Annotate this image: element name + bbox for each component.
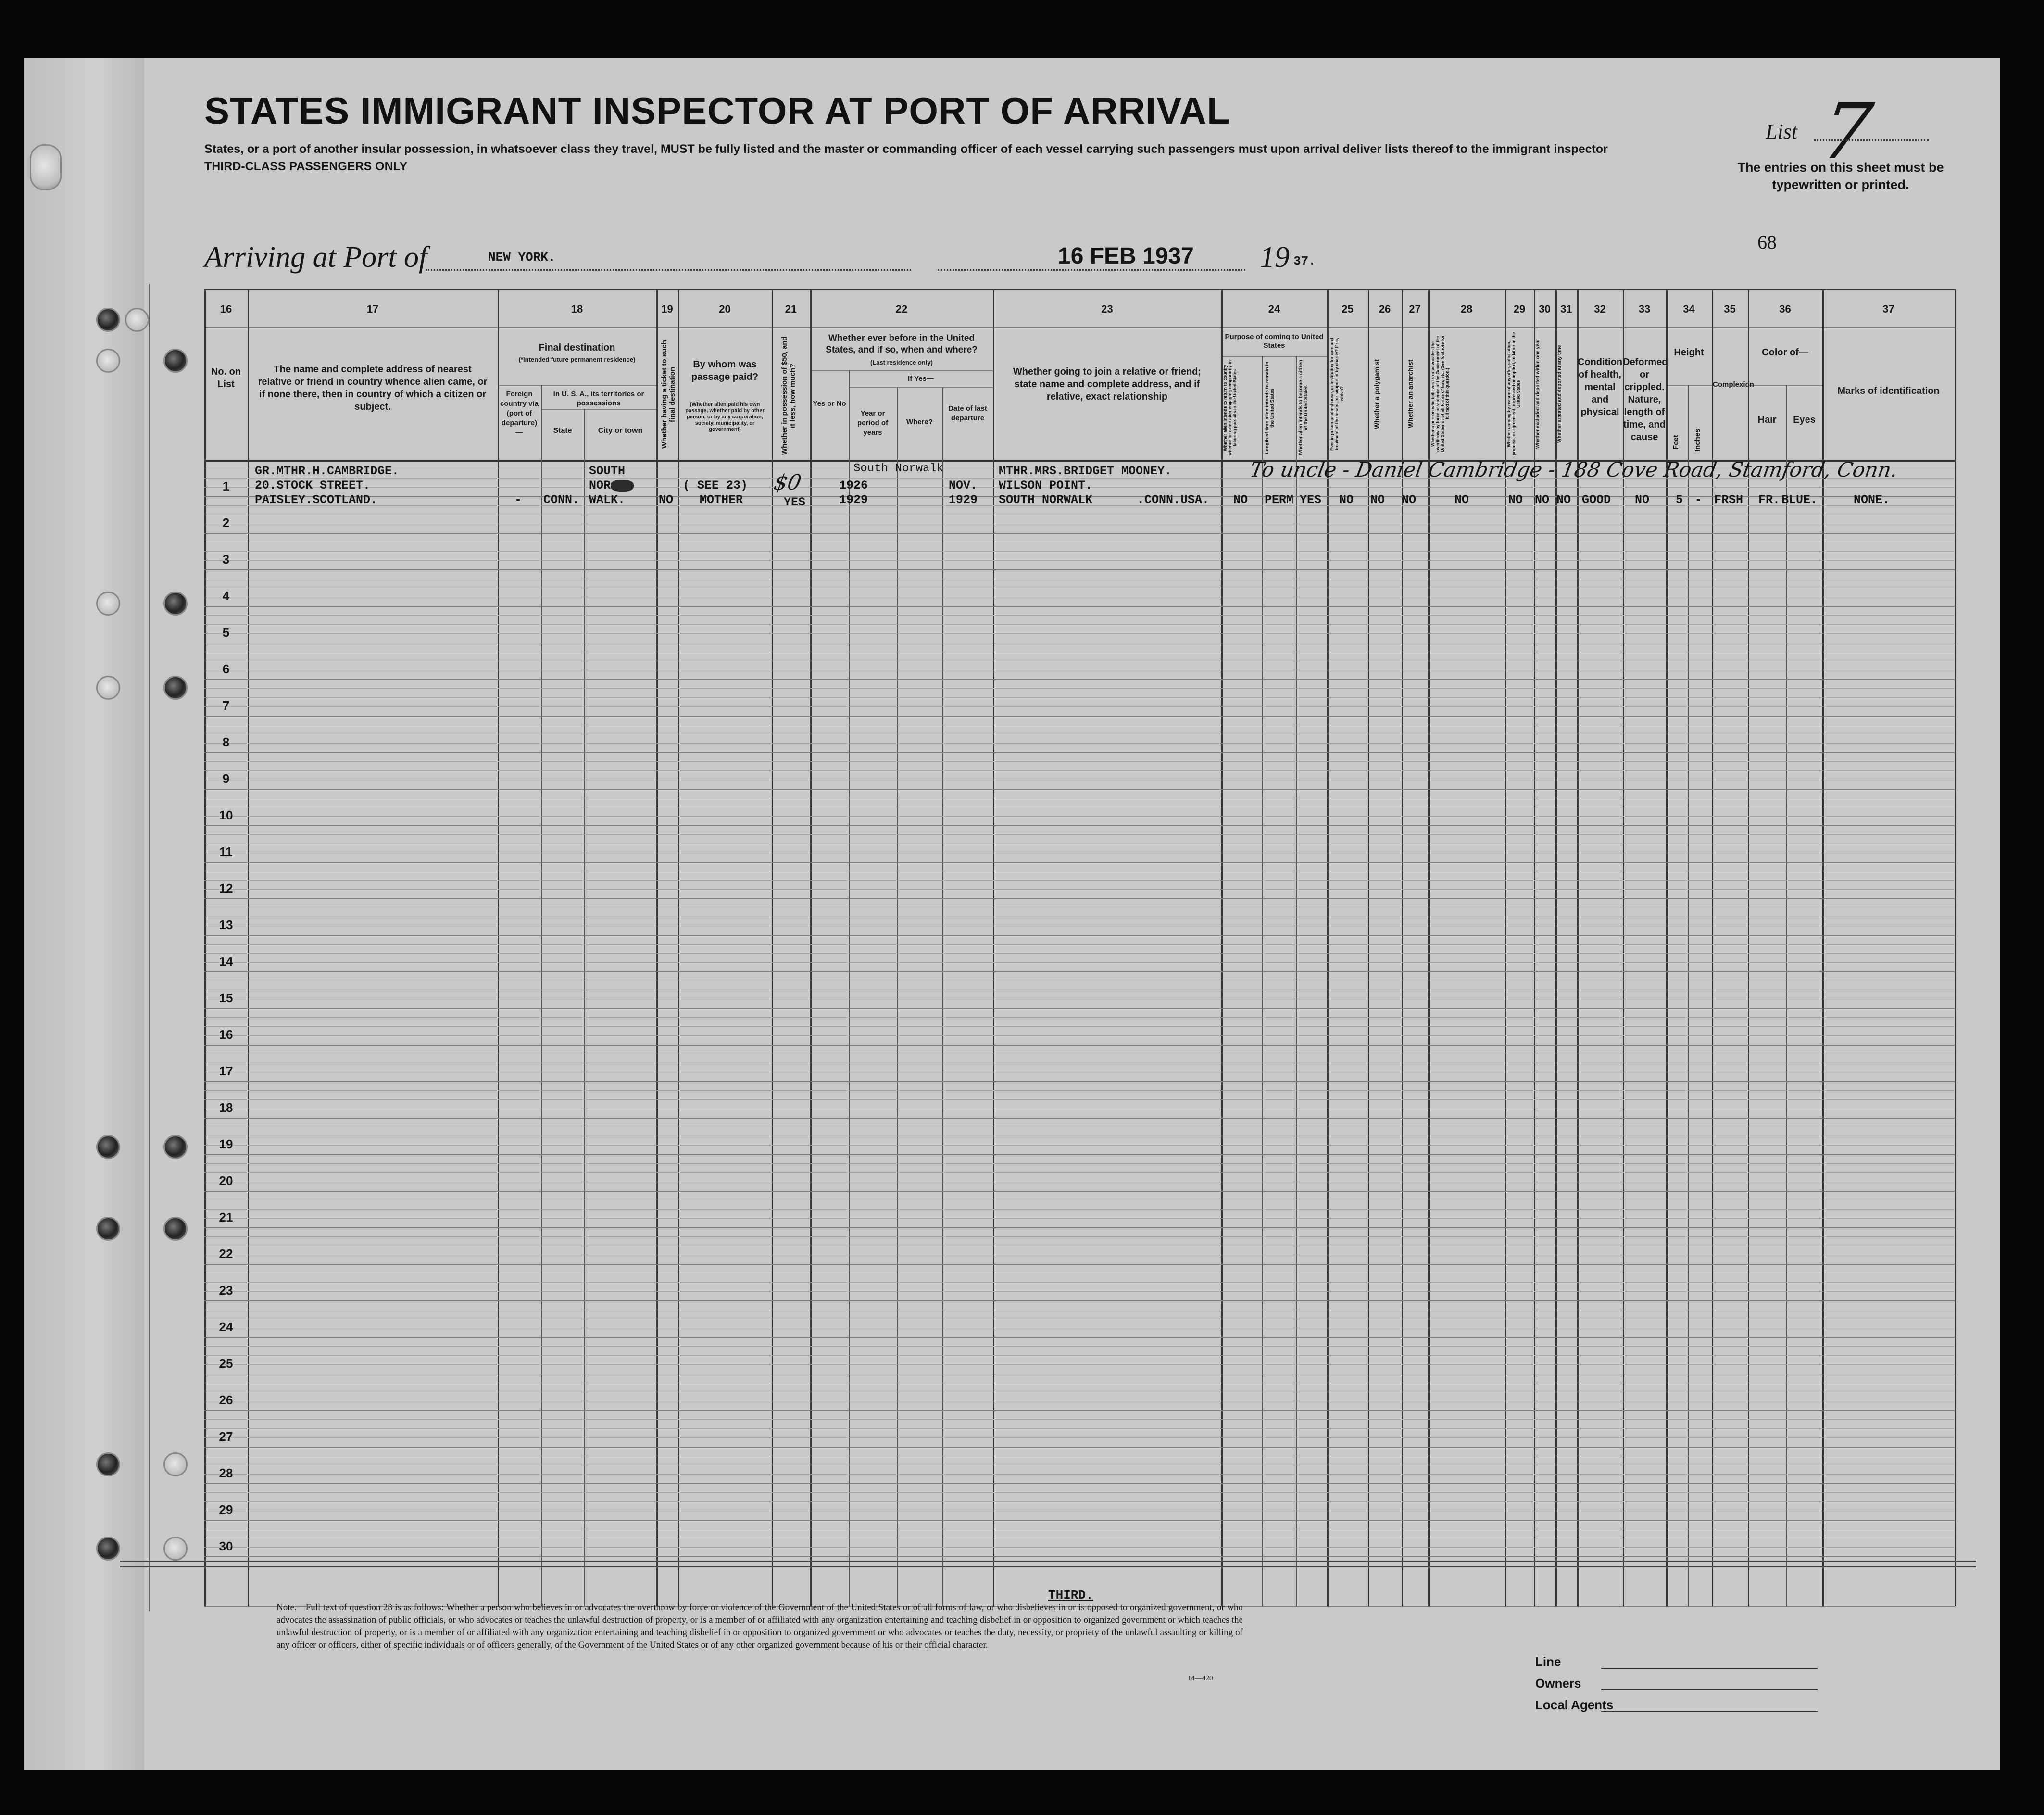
ruled-line [204,1547,1955,1548]
row-rule [204,1264,1955,1265]
subheader-rule [1666,385,1712,386]
header-marks: Marks of identification [1837,386,1940,396]
entry-joining-line2: WILSON POINT. [999,479,1093,492]
row-rule [204,971,1955,972]
ruled-line [204,953,1955,954]
header-joining: Whether going to join a relative or friend; state name and complete address, and if relative, exact relationship [1013,366,1202,402]
header-prior-visit-note: (Last residence only) [870,359,933,366]
entry-complexion: FRSH [1714,493,1743,507]
list-number: 7 [1816,87,1878,176]
row-number: 14 [219,954,233,969]
column-rule [1748,289,1749,1606]
binder-hole-icon [96,1135,120,1159]
entry-hair: FR. [1758,493,1781,507]
column-number-rule [204,327,1955,328]
date-stamp: 16 FEB 1937 [1058,243,1194,269]
subcolumn-rule [541,385,542,1606]
column-number: 34 [1683,303,1695,315]
entry-prior-date-2: 1929 [949,493,978,507]
row-number: 15 [219,991,233,1005]
column-rule [498,289,499,1606]
ruled-line [204,1501,1955,1502]
column-rule [1221,289,1223,1606]
header-q31: Whether arrested and deported at any time [1557,345,1562,443]
row-number: 22 [219,1247,233,1261]
entry-joining-line1: MTHR.MRS.BRIDGET MOONEY. [999,464,1172,478]
row-number: 4 [222,589,230,603]
ruled-line [204,615,1955,616]
row-rule [204,1300,1955,1301]
ruled-line [204,1437,1955,1438]
column-number: 19 [661,303,673,315]
ruled-line [204,1026,1955,1027]
row-rule [204,1045,1955,1046]
ruled-line [204,1017,1955,1018]
row-rule [204,1008,1955,1009]
subtitle-line: THIRD-CLASS PASSENGERS ONLY [204,160,408,173]
binder-hole-icon [163,1135,188,1159]
column-number: 20 [719,303,731,315]
entry-return: NO [1233,493,1248,507]
row-number: 17 [219,1064,233,1078]
ruled-line [204,770,1955,771]
entry-passage-line2: MOTHER [700,493,743,507]
line-field [1601,1668,1818,1669]
column-number: 37 [1882,303,1894,315]
entry-q31: NO [1556,493,1571,507]
list-line [1814,139,1929,141]
header-foreign-country: Foreign country via (port of departure)— [500,390,539,437]
binder-hole-icon [163,676,188,700]
row-number: 11 [219,844,233,859]
subcolumn-rule [1262,356,1263,1606]
year-prefix: 19 [1260,241,1290,274]
column-rule [656,289,658,1606]
ruled-line [204,944,1955,945]
row-number: 1 [222,479,230,493]
row-number: 5 [222,625,230,640]
entry-money: YES [784,495,806,509]
ruled-line [204,1428,1955,1429]
subcolumn-rule [1296,356,1297,1606]
subheader-rule [1221,356,1327,357]
ruled-line [204,706,1955,707]
binder-hole-icon [125,308,149,332]
binder-hole-icon [96,1452,120,1476]
entry-inches: - [1695,493,1703,507]
header-yes-no: Yes or No [813,400,846,408]
row-number: 18 [219,1100,233,1115]
entry-foreign-port: - [514,493,522,507]
row-rule [204,1118,1955,1119]
column-rule [1955,289,1956,1606]
ruled-line [204,962,1955,963]
row-rule [204,569,1955,570]
ruled-line [204,697,1955,698]
owners-field [1601,1689,1818,1690]
row-rule [204,716,1955,717]
binder-hole-icon [163,1217,188,1241]
entry-relative-line2: 20.STOCK STREET. [255,479,371,492]
binder-hole-icon [96,592,120,616]
column-rule [993,289,994,1606]
header-in-usa: In U. S. A., its territories or possessions [553,390,644,407]
column-number: 24 [1268,303,1280,315]
row-rule [204,898,1955,899]
column-rule [1402,289,1403,1606]
header-height: Height [1674,347,1704,358]
entry-marks: NONE. [1854,493,1890,507]
header-prison: Ever in prison or almshouse, or institution for care and treatment of the insane, or supported by charity? If so, which? [1329,337,1344,451]
ruled-line [204,816,1955,817]
agents-label: Local Agents [1535,1698,1614,1712]
form-code: 14—420 [1188,1675,1213,1682]
subcolumn-rule [1786,385,1787,1606]
column-rule [1534,289,1535,1606]
ruled-line [204,1035,1955,1036]
header-passage-note: (Whether alien paid his own passage, whether paid by other person, or by any corporation, society, municipality, or government) [685,402,765,432]
page-title: STATES IMMIGRANT INSPECTOR AT PORT OF ARRIVAL [204,89,1230,132]
header-city: City or town [598,427,643,435]
row-rule [204,862,1955,863]
binder-hole-icon [163,349,188,373]
column-number: 33 [1638,303,1651,315]
ruled-line [204,834,1955,835]
row-number: 6 [222,662,230,676]
entry-prior-years-2: 1929 [839,493,868,507]
row-number: 3 [222,552,230,567]
form-top-rule [204,289,1955,290]
ruled-line [204,1419,1955,1420]
column-number: 21 [785,303,797,315]
agents-field [1601,1711,1818,1712]
column-number: 16 [220,303,232,315]
row-number: 12 [219,881,233,895]
header-q28: Whether a person who believes in or advocates the overthrow by force or violence of the Government of the United States or of all forms of law, etc. (See footnote for full text of this question.) [1430,335,1450,453]
row-number: 28 [219,1466,233,1480]
row-number: 19 [219,1137,233,1151]
column-rule [1712,289,1713,1606]
header-purpose: Purpose of coming to United States [1225,333,1324,350]
row-number: 26 [219,1393,233,1407]
column-number: 26 [1379,303,1391,315]
row-rule [204,825,1955,826]
row-number: 16 [219,1027,233,1042]
header-final-destination-note: (*Intended future permanent residence) [518,356,636,363]
header-hair: Hair [1757,415,1777,425]
row-rule [204,789,1955,790]
row-number: 13 [219,918,233,932]
header-polygamist: Whether a polygamist [1373,359,1380,429]
row-rule [204,1227,1955,1228]
ruled-line [204,1218,1955,1219]
ruled-line [204,1346,1955,1347]
header-state: State [553,427,572,435]
ruled-line [204,1492,1955,1493]
row-rule [204,1556,1955,1557]
page-subtitle [204,140,1719,175]
column-rule [1623,289,1624,1606]
binder-hole-icon [163,1537,188,1561]
header-prior-visit: Whether ever before in the United States, and if so, when and where? [826,333,978,355]
column-number: 22 [895,303,908,315]
entry-prison: NO [1339,493,1354,507]
row-number: 9 [222,771,230,786]
entry-ticket: NO [659,493,674,507]
header-period: Year or period of years [857,409,889,437]
binder-hole-icon [163,592,188,616]
list-label: List [1766,120,1798,143]
header-color: Color of— [1762,347,1808,358]
row-rule [204,533,1955,534]
ruled-line [204,1282,1955,1283]
header-passage: By whom was passage paid? [691,359,758,382]
column-number: 18 [571,303,583,315]
row-rule [204,679,1955,680]
line-label: Line [1535,1654,1561,1669]
row-number: 21 [219,1210,233,1224]
binder-hole-icon [163,1452,188,1476]
subheader-rule [810,370,993,371]
header-health: Condition of health, mental and physical [1577,357,1623,417]
ruled-line [204,1172,1955,1173]
port-value: NEW YORK. [488,250,556,265]
header-return: Whether alien intends to return to country whence he came after engaging temporarily in laboring pursuits in the United States [1223,360,1237,456]
column-number: 35 [1724,303,1736,315]
subheader-rule [498,385,656,386]
column-number: 17 [366,303,379,315]
header-inches: Inches [1693,429,1702,452]
header-relative: The name and complete address of nearest relative or friend in country whence alien came, or if none there, then in country of which a citizen or subject. [258,364,488,412]
column-rule [1577,289,1579,1606]
column-rule [810,289,812,1606]
subheader-rule [541,409,656,410]
ruled-line [204,1145,1955,1146]
header-ticket: Whether having a ticket to such final destination [660,340,677,449]
ruled-line [204,1364,1955,1365]
row-rule [204,1337,1955,1338]
header-complexion: Complexion [1713,380,1754,389]
row-number: 25 [219,1356,233,1371]
ruled-line [204,688,1955,689]
entry-city-line3: WALK. [589,493,626,507]
entry-q28: NO [1455,493,1469,507]
manifest-form [204,289,1955,1577]
entry-citizen: YES [1300,493,1322,507]
subcolumn-rule [584,409,585,1606]
footer-class: THIRD. [1048,1588,1093,1602]
entry-prior-date-1: NOV. [949,479,978,492]
row-rule [204,1081,1955,1082]
subcolumn-rule [1688,385,1689,1606]
entry-handwritten-note: To uncle - Daniel Cambridge - 188 Cove Road, Stamford, Conn. [1248,458,1900,481]
header-no-on-list: No. on List [211,366,241,390]
header-deformed: Deformed or crippled. Nature, length of time, and cause [1623,357,1668,442]
column-number: 29 [1513,303,1526,315]
entry-eyes: BLUE. [1781,493,1818,507]
row-number: 7 [222,698,230,713]
ruled-line [204,1099,1955,1100]
column-number: 27 [1409,303,1421,315]
row-rule [204,1191,1955,1192]
column-rule [1505,289,1506,1606]
column-rule [248,289,249,1606]
entry-relative-line1: GR.MTHR.H.CAMBRIDGE. [255,464,400,478]
row-rule [204,1410,1955,1411]
ruled-line [204,624,1955,625]
entry-joining-line3: SOUTH NORWALK [999,493,1093,507]
subtitle-line: States, or a port of another insular possession, in whatsoever class they travel, MUST be fully listed and the master or commanding officer of each vessel carrying such passengers must upon arrival deliver lists thereof to the immigrant inspector [204,142,1608,156]
header-eyes: Eyes [1793,415,1816,425]
entry-health: GOOD [1582,493,1611,507]
entry-joining-line3b: .CONN.USA. [1137,493,1210,507]
footer-note: Note.—Full text of question 28 is as follows: Whether a person who believes in or advocates the overthrow by force or violence of the Government of the United States or of all forms of law, or who disbelieves in or is opposed to organized government, or who advocates the assassination of public officials, or who advocates or teaches the unlawful destruction of property, or is a member of or affiliated with any organization entertaining and teaching disbelief in or opposition to organized government or which teaches the unlawful destruction of property, or is a member of or affiliated with any organization entertaining and teaching disbelief in or opposition to organized government or who advocates or teaches the duty, necessity, or propriety of the unlawful assaulting or killing of any officer or officers, either of specific individuals or of officers generally, of the Government of the United States or of any other organized government because of his or their official character. [276,1602,1243,1650]
row-number: 30 [219,1539,233,1553]
column-rule [1666,289,1668,1606]
binder-hole-icon [96,1217,120,1241]
entry-prior-years-1: 1926 [839,479,868,492]
row-rule [204,1447,1955,1448]
row-number: 29 [219,1502,233,1517]
entry-deformed: NO [1635,493,1650,507]
ink-smudge [611,480,634,492]
column-number: 36 [1779,303,1791,315]
binder-hole-icon [96,1537,120,1561]
header-money: Whether in possession of $50, and if less, how much? [780,336,797,455]
row-number: 2 [222,516,230,530]
ruled-line [204,560,1955,561]
arriving-label: Arriving at Port of [204,241,427,274]
ruled-line [204,1474,1955,1475]
header-anarchist: Whether an anarchist [1406,359,1414,429]
binder-hole-icon [96,676,120,700]
header-q30: Whether excluded and deported within one year [1535,339,1541,449]
row-number: 27 [219,1429,233,1444]
binder-hole-icon [30,144,62,190]
year-suffix: 37. [1293,254,1316,268]
column-rule [678,289,679,1606]
ruled-line [204,880,1955,881]
subheader-rule [849,387,993,388]
row-number: 24 [219,1320,233,1334]
owners-label: Owners [1535,1676,1581,1690]
column-rule [1822,289,1824,1606]
port-line [426,269,911,271]
binder-hole-icon [96,308,120,332]
entry-polygamist: NO [1370,493,1385,507]
header-if-yes: If Yes— [908,375,934,383]
ruled-line [204,761,1955,762]
entry-q30: NO [1535,493,1550,507]
header-citizen: Whether alien intends to become a citizen of the United States [1298,360,1309,456]
row-rule [204,935,1955,936]
ruled-line [204,1355,1955,1356]
header-q29: Whether coming by reason of any offer, solicitation, promise, or agreement, expressed or implied, to labor in the United States [1506,332,1521,456]
row-number: 8 [222,735,230,749]
entry-prior-where: South Norwalk [853,462,944,475]
ruled-line [204,633,1955,634]
column-number: 31 [1560,303,1572,315]
row-number: 10 [219,808,233,822]
column-rule [1368,289,1369,1606]
entry-q29: NO [1508,493,1523,507]
column-number: 28 [1460,303,1473,315]
header-where: Where? [906,418,933,426]
column-number: 30 [1539,303,1551,315]
subcolumn-rule [849,370,850,1606]
row-rule [204,1483,1955,1484]
column-number: 23 [1101,303,1113,315]
header-departure-date: Date of last departure [948,404,987,422]
entry-passage-line1: ( SEE 23) [683,479,748,492]
entry-feet: 5 [1676,493,1683,507]
subheader-rule [1748,385,1822,386]
footer-rule [120,1561,1976,1567]
header-feet: Feet [1672,435,1680,450]
ruled-line [204,551,1955,552]
row-number: 23 [219,1283,233,1298]
row-rule [204,1154,1955,1155]
entry-anarchist: NO [1402,493,1417,507]
entries-note: The entries on this sheet must be typewritten or printed. [1737,160,1944,192]
row-number: 20 [219,1173,233,1188]
header-length: Length of time alien intends to remain in the United States [1265,361,1275,454]
sheet-number: 68 [1757,231,1777,253]
header-final-destination: Final destination [539,342,615,353]
ruled-line [204,889,1955,890]
ruled-line [204,1291,1955,1292]
column-number: 25 [1342,303,1354,315]
entry-money-handwritten: $0 [772,470,803,495]
row-rule [204,752,1955,753]
column-rule [1428,289,1430,1606]
date-line [938,269,1245,271]
margin-rule [149,284,150,1611]
row-rule [204,606,1955,607]
binder-hole-icon [96,349,120,373]
column-rule [1555,289,1557,1606]
column-number: 32 [1594,303,1606,315]
ruled-line [204,1163,1955,1164]
ruled-line [204,1090,1955,1091]
ruled-line [204,1236,1955,1237]
entry-city-line2: NOR [589,479,611,492]
ruled-line [204,1209,1955,1210]
entry-length: PERM [1265,493,1294,507]
ruled-line [204,743,1955,744]
entry-relative-line3: PAISLEY.SCOTLAND. [255,493,378,507]
entry-city-line1: SOUTH [589,464,626,478]
column-rule [1327,289,1329,1606]
entry-state: CONN. [543,493,580,507]
row-rule [204,1520,1955,1521]
